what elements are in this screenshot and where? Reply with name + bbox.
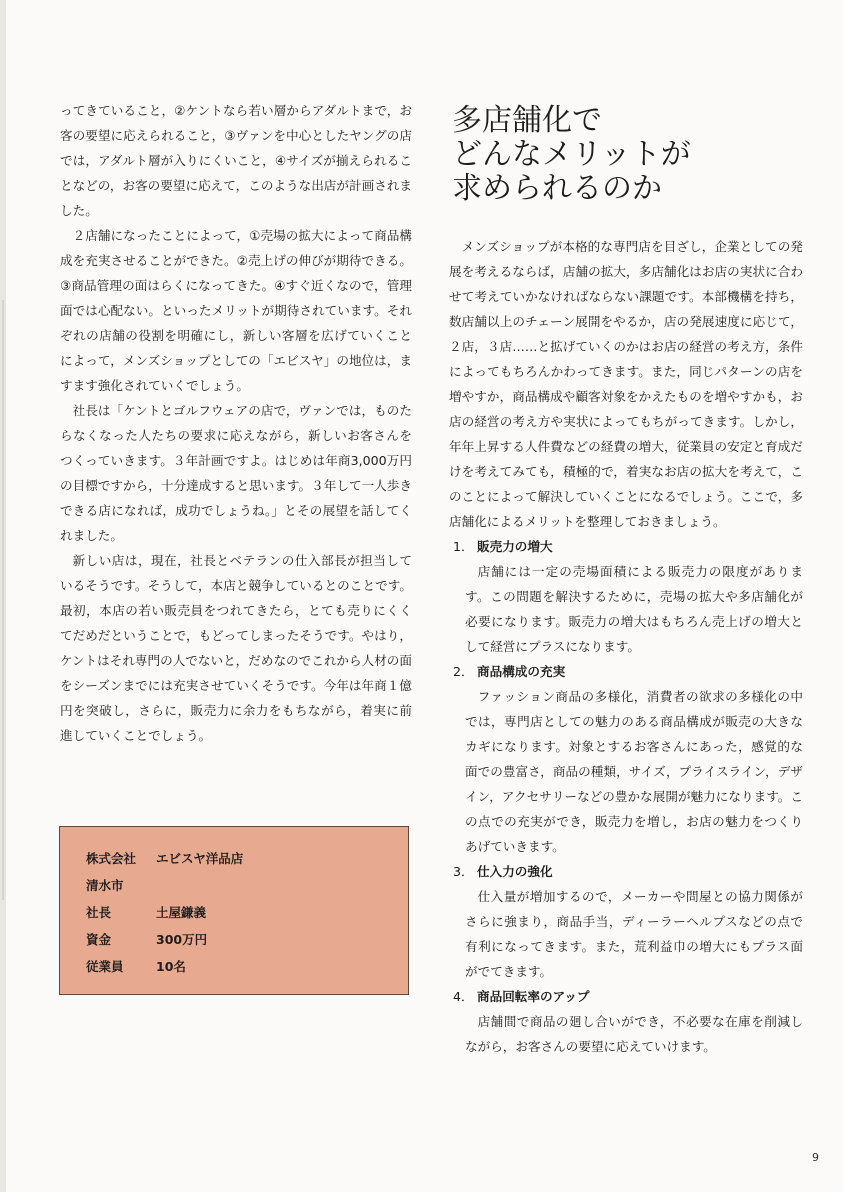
section-heading-1: [449, 534, 803, 559]
title-line-3: 求められるのか: [452, 171, 662, 206]
section-text: 店舗間で商品の廻し合いができ，不必要な在庫を削減しながら，お客さんの要望に応えていけます。: [465, 1014, 803, 1054]
section-number: 2．: [453, 664, 474, 679]
intro-paragraph: メンズショップが本格的な専門店を目ざし，企業としての発展を考えるならば，店舗の拡大，多店舗化はお店の実状に合わせて考えていかなければならない課題です。本部機構を持ち，数店舗以上のチェーン展開をやるか，店の発展速度に応じて，２店，３店……と拡げていくのかはお店の経営の考え方，条件によってもちろんかわってきます。また，同じパターンの店を増やすか，商品構成や顧客対象をかえたものを増やすかも，お店の経営の考え方や実状によってもちがってきます。しかし，年年上昇する人件費などの経費の増大，従業員の安定と育成だけを考えてみても，積極的で，着実なお店の拡大を考えて，このことによって解決していくことになるでしょう。ここで，多店舗化によるメリットを整理しておきましょう。: [449, 239, 803, 529]
section-heading-4: [449, 984, 803, 1009]
capital-value: 300万円: [156, 932, 208, 947]
page-binding-shadow: [2, 300, 4, 900]
section-body-1: [449, 559, 803, 659]
info-row-president: [86, 899, 408, 926]
section-text: ファッション商品の多様化，消費者の欲求の多様化の中では，専門店としての魅力のある商品構成が販売の大きなカギになります。対象とするお客さんにあった，感覚的な面での豊富さ，商品の種類，サイズ，プライスライン，デザイン，アクセサリーなどの豊かな展開が魅力になります。この点での充実ができ，販売力を増し，お店の魅力をつくりあげていきます。: [465, 689, 803, 854]
section-title: 仕入力の強化: [477, 864, 553, 879]
employees-label: 従業員: [86, 959, 124, 974]
employees-value: 10名: [156, 959, 186, 974]
capital-label: 資金: [86, 932, 112, 947]
info-row-employees: [86, 953, 408, 980]
info-row-capital: [86, 926, 408, 953]
left-paragraph-2: ２店舗になったことによって，①売場の拡大によって商品構成を充実させることができた。②売上げの伸びが期待できる。③商品管理の面はらくになってきた。④すぐ近くなので，管理面では心配ない。といったメリットが期待されています。それぞれの店舗の役割を明確にし，新しい客層を広げていくことによって，メンズショップとしての「エビスヤ」の地位は，ますます強化されていくでしょう。: [60, 228, 412, 393]
president-name: 土屋鎌義: [156, 905, 207, 920]
left-article-column: [60, 98, 412, 748]
title-line-1: 多店舗化で: [452, 103, 602, 138]
info-row-company: [86, 845, 408, 872]
section-heading-2: [449, 659, 803, 684]
article-title: [452, 104, 782, 206]
section-title: 商品回転率のアップ: [477, 989, 590, 1004]
section-text: 仕入量が増加するので，メーカーや問屋との協力関係がさらに強まり，商品手当，ディーラーヘルプスなどの点で有利になってきます。また，荒利益巾の増大にもプラス面がでてきます。: [465, 889, 803, 979]
section-text: 店舗には一定の売場面積による販売力の限度があります。この問題を解決するために，売場の拡大や多店舗化が必要になります。販売力の増大はもちろん売上げの増大として経営にプラスになります。: [465, 564, 803, 654]
section-title: 商品構成の充実: [477, 664, 566, 679]
section-body-4: [449, 1009, 803, 1059]
section-body-2: [449, 684, 803, 859]
section-number: 3．: [453, 864, 474, 879]
city-name: 清水市: [86, 878, 124, 893]
store-info-box: [59, 826, 409, 995]
page-number: 9: [812, 1151, 819, 1164]
section-title: 販売力の増大: [477, 539, 553, 554]
president-label: 社長: [86, 905, 112, 920]
right-article-column: [449, 234, 803, 1059]
left-paragraph-1: ってきていること，②ケントなら若い層からアダルトまで，お客の要望に応えられること，③ヴァンを中心としたヤングの店では，アダルト層が入りにくいこと，④サイズが揃えられることなどの，お客の要望に応えて，このような出店が計画されました。: [60, 103, 412, 218]
left-paragraph-4: 新しい店は，現在，社長とベテランの仕入部長が担当しているそうです。そうして，本店と競争しているとのことです。最初，本店の若い販売員をつれてきたら，とても売りにくくてだめだということで，もどってしまったそうです。やはり，ケントはそれ専門の人でないと，だめなのでこれから人材の面をシーズンまでには充実させていくそうです。今年は年商１億円を突破し，さらに，販売力に余力をもちながら，着実に前進していくことでしょう。: [60, 553, 413, 743]
section-body-3: [449, 884, 803, 984]
company-name: エビスヤ洋品店: [156, 851, 244, 866]
section-heading-3: [449, 859, 803, 884]
section-number: 1．: [453, 539, 474, 554]
info-row-city: [86, 872, 408, 899]
left-paragraph-3: 社長は「ケントとゴルフウェアの店で，ヴァンでは，ものたらなくなった人たちの要求に応えながら，新しいお客さんをつくっていきます。３年計画ですよ。はじめは年商3,000万円の目標ですから，十分達成すると思います。３年して一人歩きできる店になれば，成功でしょうね。」とその展望を話してくれました。: [60, 403, 412, 543]
company-type-label: 株式会社: [86, 851, 137, 866]
section-number: 4．: [453, 989, 474, 1004]
title-line-2: どんなメリットが: [452, 137, 691, 172]
